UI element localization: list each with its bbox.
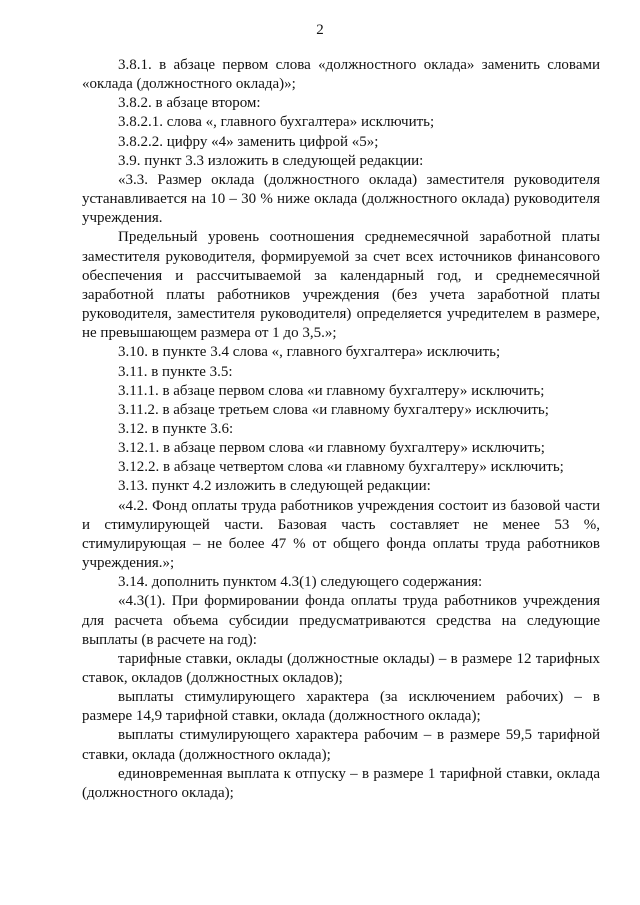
paragraph: «3.3. Размер оклада (должностного оклада) заместителя руководителя устанавливается на 10 – 30 % ниже оклада (должностного оклада) руководителя учреждения. [82, 171, 600, 227]
paragraph: 3.9. пункт 3.3 изложить в следующей редакции: [118, 152, 424, 169]
paragraph: 3.8.2.1. слова «, главного бухгалтера» исключить; [118, 114, 435, 131]
paragraph: «4.2. Фонд оплаты труда работников учреждения состоит из базовой части и стимулирующей части. Базовая часть составляет не менее 53 %, стимулирующая – не более 47 % от общего фонда оплаты труда работников учреждения.»; [82, 497, 600, 572]
paragraph: 3.12.1. в абзаце первом слова «и главному бухгалтеру» исключить; [118, 440, 545, 457]
paragraph: выплаты стимулирующего характера (за исключением рабочих) – в размере 14,9 тарифной ставки, оклада (должностного оклада); [82, 689, 600, 725]
paragraph: 3.11. в пункте 3.5: [118, 363, 233, 380]
paragraph: единовременная выплата к отпуску – в размере 1 тарифной ставки, оклада (должностного оклада); [82, 765, 600, 801]
paragraph: 3.8.2.2. цифру «4» заменить цифрой «5»; [118, 133, 379, 150]
paragraph: 3.11.2. в абзаце третьем слова «и главному бухгалтеру» исключить; [118, 401, 549, 418]
paragraph: «4.3(1). При формировании фонда оплаты труда работников учреждения для расчета объема субсидии предусматриваются средства на следующие выплаты (в расчете на год): [82, 593, 600, 648]
paragraph: 3.12. в пункте 3.6: [118, 420, 234, 437]
paragraph: 3.10. в пункте 3.4 слова «, главного бухгалтера» исключить; [118, 344, 501, 361]
paragraph: тарифные ставки, оклады (должностные оклады) – в размере 12 тарифных ставок, окладов (должностных окладов); [82, 650, 600, 686]
paragraph: 3.11.1. в абзаце первом слова «и главному бухгалтеру» исключить; [118, 382, 545, 399]
paragraph: 3.12.2. в абзаце четвертом слова «и главному бухгалтеру» исключить; [118, 459, 564, 476]
paragraph: выплаты стимулирующего характера рабочим – в размере 59,5 тарифной ставки, оклада (должностного оклада); [82, 727, 600, 763]
page-number: 2 [316, 22, 324, 38]
paragraph: 3.14. дополнить пунктом 4.3(1) следующего содержания: [118, 574, 483, 591]
paragraph: 3.13. пункт 4.2 изложить в следующей редакции: [118, 478, 431, 495]
document-body [82, 56, 600, 803]
paragraph: 3.8.2. в абзаце втором: [118, 95, 261, 112]
paragraph: 3.8.1. в абзаце первом слова «должностного оклада» заменить словами «оклада (должностного оклада)»; [82, 57, 600, 93]
paragraph: Предельный уровень соотношения среднемесячной заработной платы заместителя руководителя, формируемой за счет всех источников финансового обеспечения и рассчитываемой за календарный год, и среднемесячной заработной платы работников учреждения (без учета заработной платы руководителя, заместителя руководителя) определяется учредителем в размере, не превышающем размера от 1 до 3,5.»; [82, 229, 600, 342]
